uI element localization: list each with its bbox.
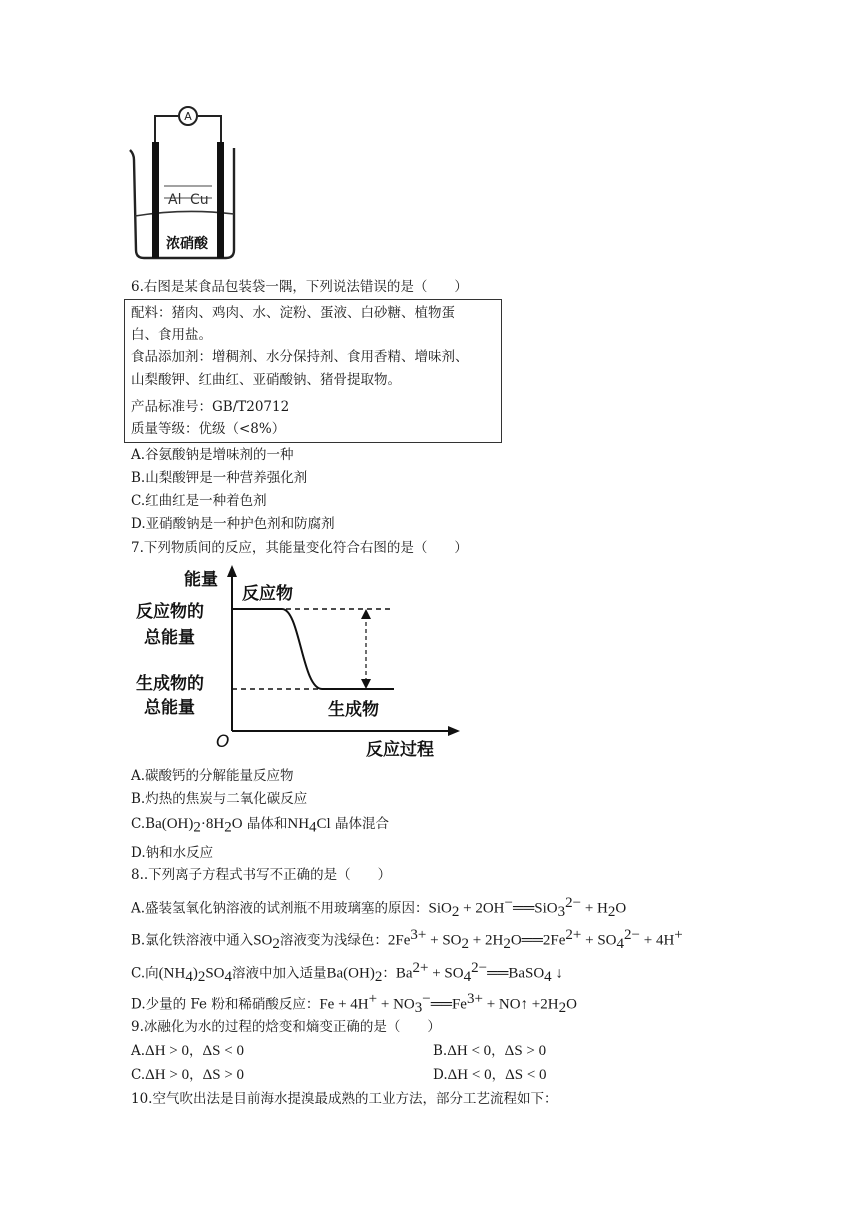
- reactant-curve-label: 反应物: [242, 584, 293, 604]
- energy-curve: [232, 609, 394, 689]
- q9-stem: 9.冰融化为水的过程的焓变和熵变正确的是（ ）: [131, 1019, 441, 1035]
- q9-option-d: D.ΔH < 0，ΔS < 0: [433, 1067, 547, 1083]
- q9-option-a: A.ΔH > 0，ΔS < 0: [131, 1043, 244, 1059]
- product-energy-label-2: 总能量: [144, 698, 195, 718]
- q9-option-b: B.ΔH < 0，ΔS > 0: [433, 1043, 547, 1059]
- q7-option-c: $C.Ba(OH)_2\cdot 8H_2O$ 晶体和$NH_4Cl$ 晶体混合: [131, 816, 390, 836]
- y-axis-label: 能量: [184, 570, 218, 590]
- cu-electrode: [217, 142, 224, 258]
- q6-option-a: A.谷氨酸钠是增味剂的一种: [131, 447, 294, 463]
- q6-option-d: D.亚硝酸钠是一种护色剂和防腐剂: [131, 516, 335, 532]
- x-axis-label: 反应过程: [366, 740, 434, 759]
- reactant-energy-label-1: 反应物的: [136, 602, 204, 622]
- q9-option-c: C.ΔH > 0，ΔS > 0: [131, 1067, 245, 1083]
- q7-option-a: A.碳酸钙的分解能量反应物: [131, 768, 294, 784]
- box-line-1: 配料：猪肉、鸡肉、水、淀粉、蛋液、白砂糖、植物蛋: [131, 305, 455, 321]
- origin-label: O: [216, 732, 230, 752]
- cu-label: Cu: [190, 192, 209, 208]
- box-line-2: 白、食用盐。: [131, 327, 212, 343]
- al-electrode: [152, 142, 159, 258]
- q8-option-c: C.向$(NH_4)_2SO_4$溶液中加入适量$Ba(OH)_2$：$Ba^{2+}$ + $SO_4^{2-}══BaSO_4$ ↓: [131, 960, 563, 986]
- box-line-3: 食品添加剂：增稠剂、水分保持剂、食用香精、增味剂、: [131, 349, 469, 365]
- reactant-energy-label-2: 总能量: [144, 628, 195, 648]
- q8-option-b: B.氯化铁溶液中通入$SO_2$溶液变为浅绿色：$2Fe^{3+} + SO_2$ + $2H_2O══2Fe^{2+} + SO_4^{2-} + 4H^+$: [131, 927, 683, 953]
- box-line-5: 产品标准号：GB/T20712: [131, 399, 290, 415]
- q8-option-a: A.盛装氢氧化钠溶液的试剂瓶不用玻璃塞的原因：SiO$_2$ + 2OH−══SiO$_3^{2-}$ + $H_2O$: [131, 895, 627, 921]
- al-label: Al: [168, 192, 182, 208]
- q8-option-d: D.少量的 Fe 粉和稀硝酸反应：$Fe + 4H^+ + NO_3^-══Fe^{3+}$ + NO↑ $+2H_2O$: [131, 991, 577, 1017]
- q7-option-b: B.灼热的焦炭与二氧化碳反应: [131, 791, 308, 807]
- ammeter-label: A: [184, 110, 192, 123]
- box-line-4: 山梨酸钾、红曲红、亚硝酸钠、猪骨提取物。: [131, 372, 401, 388]
- energy-diagram: [132, 563, 462, 759]
- q7-option-d: D.钠和水反应: [131, 845, 214, 861]
- food-label-box: [124, 299, 502, 443]
- q6-option-c: C.红曲红是一种着色剂: [131, 493, 267, 509]
- q7-stem: 7.下列物质间的反应，其能量变化符合右图的是（ ）: [131, 540, 468, 556]
- electrochemical-cell-figure: [124, 100, 244, 262]
- q6-option-b: B.山梨酸钾是一种营养强化剂: [131, 470, 308, 486]
- product-curve-label: 生成物: [328, 700, 379, 720]
- q10-stem: 10.空气吹出法是目前海水提溴最成熟的工业方法，部分工艺流程如下：: [131, 1091, 558, 1107]
- solution-label: 浓硝酸: [166, 236, 208, 252]
- box-line-6: 质量等级：优级（<8%）: [131, 421, 286, 437]
- q8-stem: 8..下列离子方程式书写不正确的是（ ）: [131, 867, 392, 883]
- q6-stem: 6.右图是某食品包装袋一隅，下列说法错误的是（ ）: [131, 279, 468, 295]
- product-energy-label-1: 生成物的: [136, 674, 204, 694]
